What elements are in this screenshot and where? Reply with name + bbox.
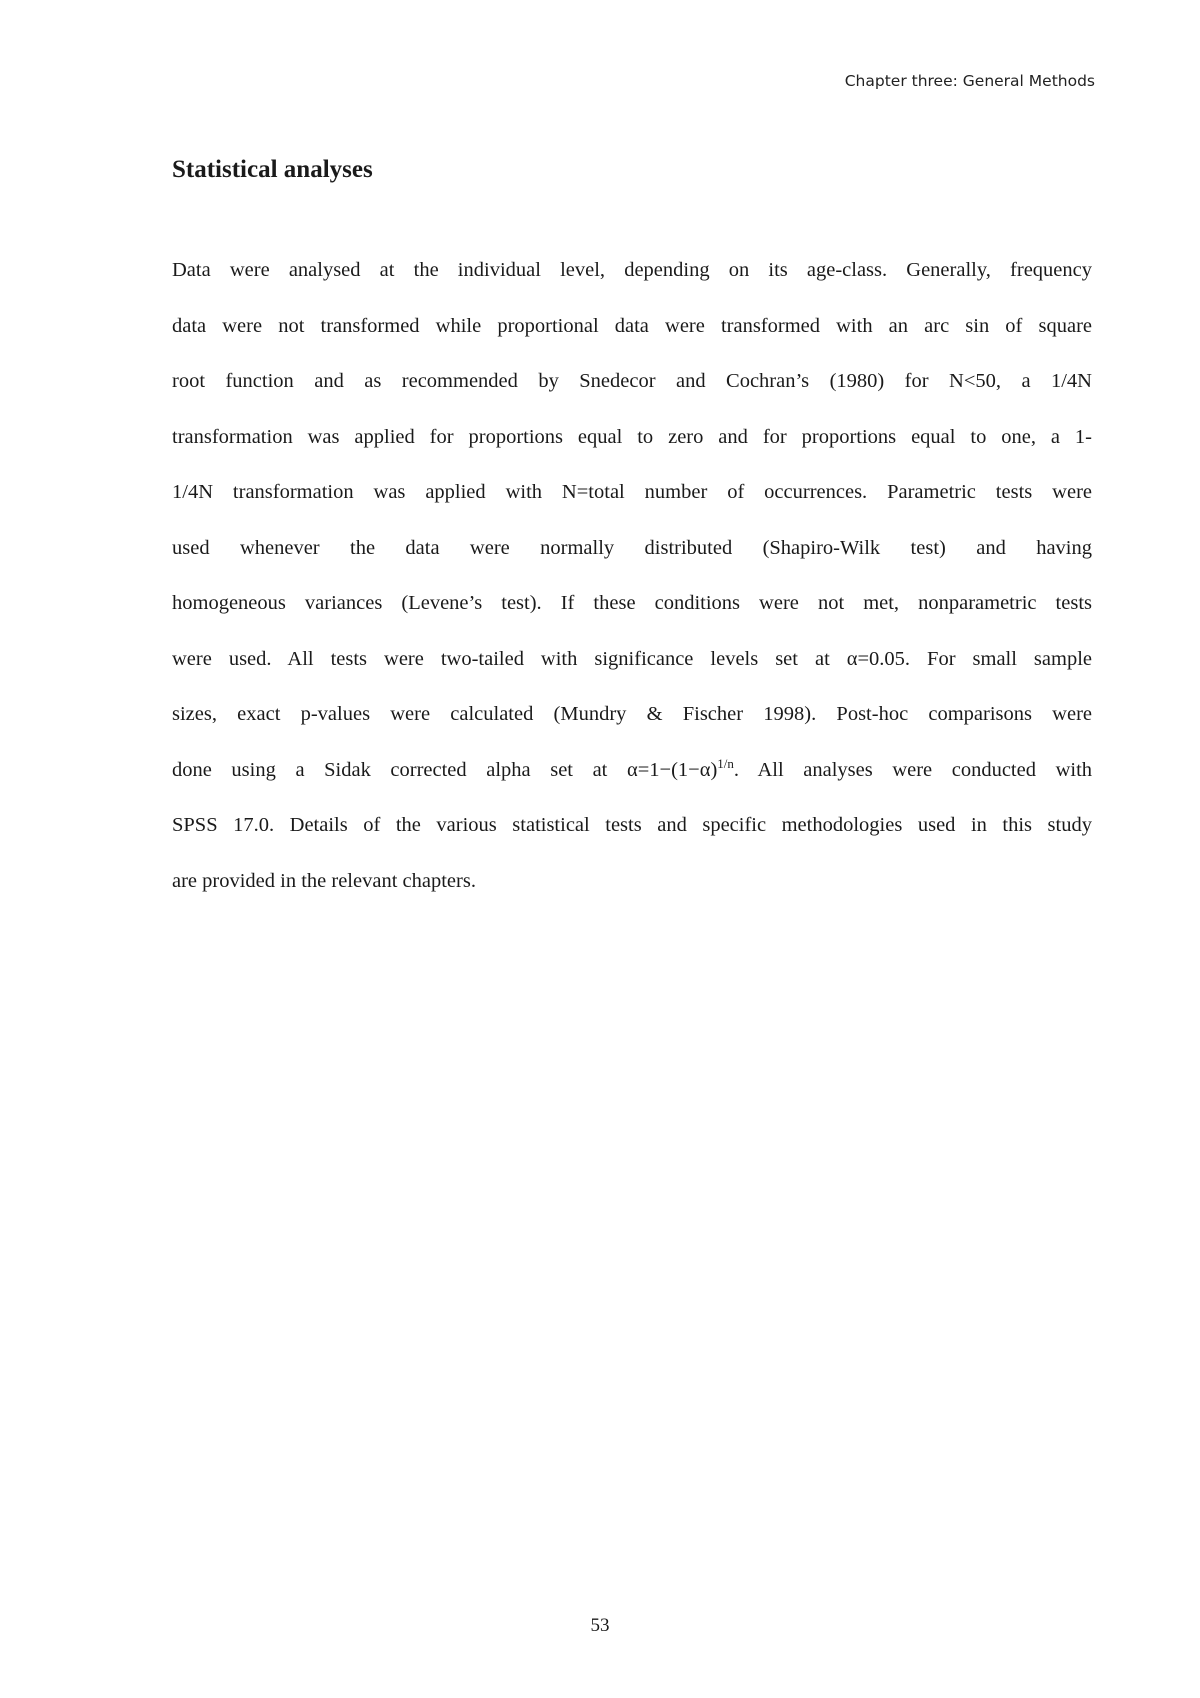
paragraph-line: 1/4N transformation was applied with N=total number of occurrences. Parametric tests were xyxy=(172,481,1092,503)
sidak-text-before: done using a Sidak corrected alpha set at α=1−(1−α) xyxy=(172,758,718,781)
body-paragraph xyxy=(172,243,1092,909)
page-number: 53 xyxy=(590,1615,610,1636)
paragraph-line: homogeneous variances (Levene’s test). If these conditions were not met, nonparametric tests xyxy=(172,592,1092,614)
running-header: Chapter three: General Methods xyxy=(844,72,1095,90)
paragraph-line: are provided in the relevant chapters. xyxy=(172,869,476,892)
section-heading: Statistical analyses xyxy=(172,156,373,183)
paragraph-line: sizes, exact p-values were calculated (Mundry & Fischer 1998). Post-hoc comparisons were xyxy=(172,703,1092,725)
paragraph-line: used whenever the data were normally distributed (Shapiro-Wilk test) and having xyxy=(172,536,1092,559)
sidak-text-after: . All analyses were conducted with xyxy=(733,758,1093,781)
paragraph-line-sidak xyxy=(172,743,1092,799)
paragraph-line: Data were analysed at the individual level, depending on its age-class. Generally, frequency xyxy=(172,259,1092,281)
paragraph-line: were used. All tests were two-tailed with significance levels set at α=0.05. For small sample xyxy=(172,647,1092,670)
sidak-exponent: 1/n xyxy=(717,755,734,771)
paragraph-line: transformation was applied for proportions equal to zero and for proportions equal to one, a 1- xyxy=(172,425,1092,448)
paragraph-line: data were not transformed while proportional data were transformed with an arc sin of square xyxy=(172,314,1092,337)
paragraph-line: SPSS 17.0. Details of the various statistical tests and specific methodologies used in this study xyxy=(172,814,1092,836)
paragraph-line: root function and as recommended by Snedecor and Cochran’s (1980) for N<50, a 1/4N xyxy=(172,370,1092,392)
